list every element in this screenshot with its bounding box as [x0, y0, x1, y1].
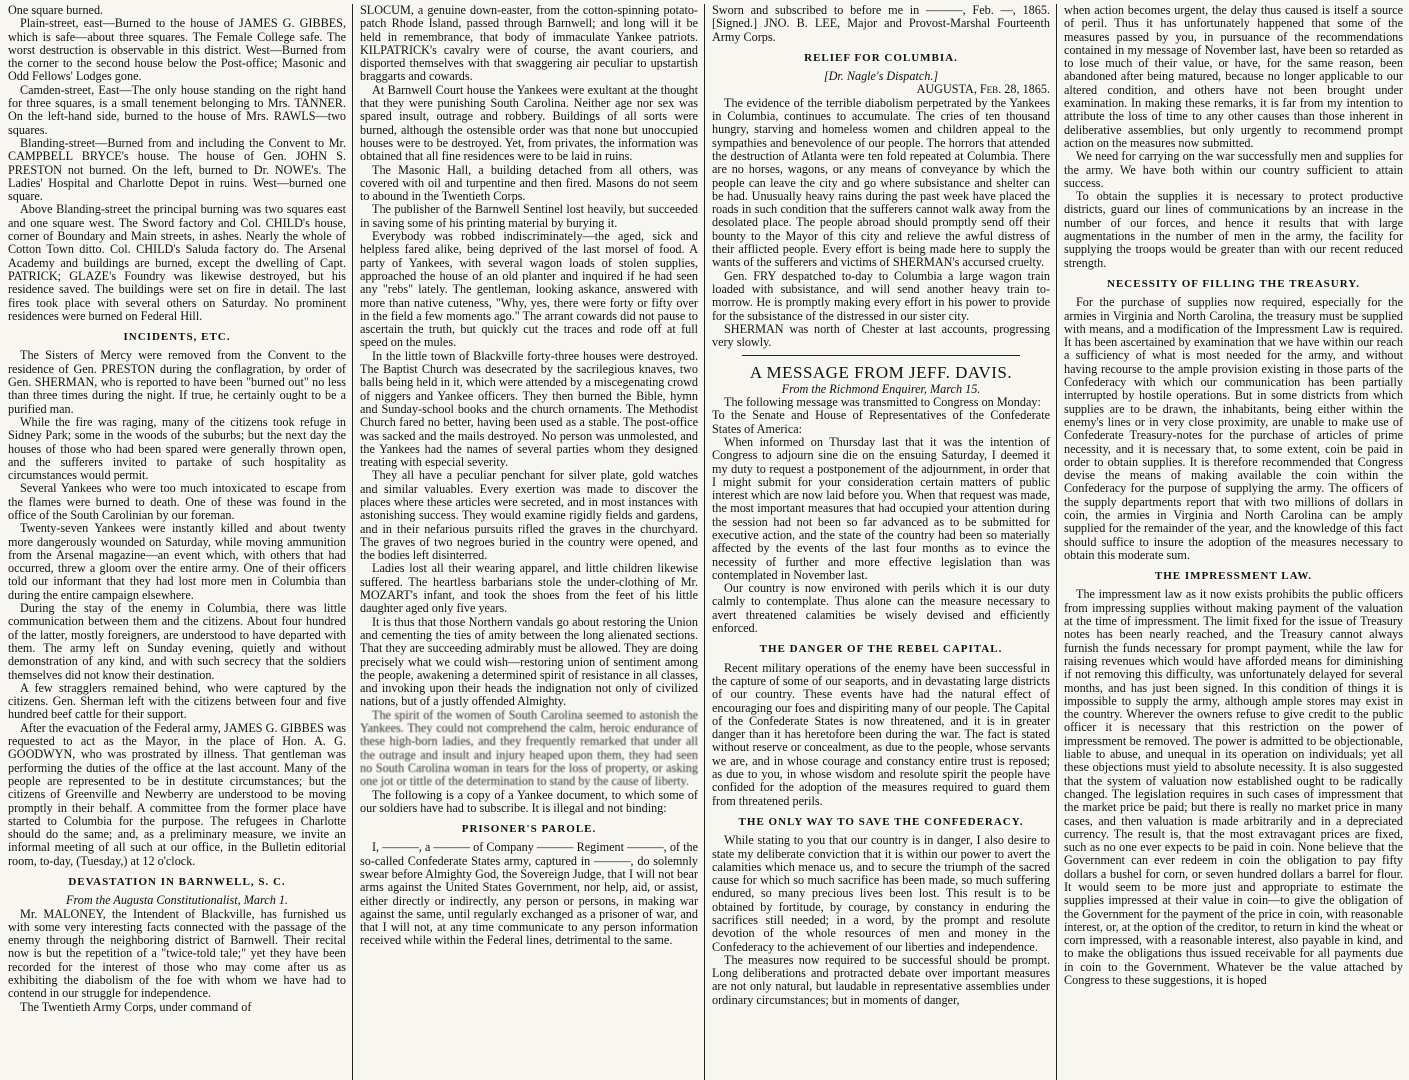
paragraph: when action becomes urgent, the delay thus caused is itself a source of peril. Thus it has unfortunately happened that some of the measures passed by you, in pursuance of the recommendations contained in my message of November last, have been so retarded as to lose much of their value, or have, for the same reason, been abandoned after being matured, because no longer applicable to our altered condition, and others have not been brought under examination. In making these remarks, it is far from my intention to attribute the loss of time to any other causes than those inherent in deliberative assemblies, but only urgently to recommend prompt action on the measures now submitted. — [1064, 4, 1403, 150]
section-heading: PRISONER'S PAROLE. — [461, 823, 597, 836]
paragraph: Camden-street, East—The only house standing on the right hand for three squares, is a small tenement belonging to Mrs. TANNER. On the left-hand side, burned to the house of Mrs. RAWLS—two squares. — [8, 82, 346, 137]
column-2 — [354, 4, 705, 1080]
article-headline: A MESSAGE FROM JEFF. DAVIS. — [749, 363, 1013, 383]
paragraph: Twenty-seven Yankees were instantly killed and about twenty more dangerously wounded on Saturday, while moving ammunition from the Arsenal magazine—an event which, with others that had occurred, threw a gloom over the entire army. One of their officers told our informant that they had lost more men in Columbia than during the entire campaign elsewhere. — [8, 521, 346, 602]
paragraph: During the stay of the enemy in Columbia, there was little communication between them and the citizens. About four hundred of the latter, mostly foreigners, are understood to have departed with them. The army left on Sunday evening, quietly and without demonstration of any kind, and with such secrecy that the soldiers themselves did not know their destination. — [8, 601, 346, 682]
section-heading: THE IMPRESSMENT LAW. — [1154, 570, 1313, 583]
paragraph: After the evacuation of the Federal army, JAMES G. GIBBES was requested to act as the Mayor, in the place of Hon. A. G. GOODWYN, who was prostrated by illness. That gentleman was performing the duties of the office at the last account. Many of the people are represented to be in destitute circumstances; but the citizens of Greenville and Newberry are understood to be moving promptly in their behalf. A committee from the former place have started to Columbia for the purpose. The refugees in Charlotte should do the same; and, as a preliminary measure, we invite an informal meeting of all such at our office, in the Bulletin editorial room, to-day, (Tuesday,) at 12 o'clock. — [8, 720, 346, 868]
paragraph: Plain-street, east—Burned to the house of JAMES G. GIBBES, which is safe—about three squares. The Female College safe. The worst destruction is observable in this district. West—Burned from the corner to the second house below the Post-office; Masonic and Odd Fellows' Lodges gone. — [8, 16, 346, 84]
section-heading: RELIEF FOR COLUMBIA. — [804, 51, 958, 64]
dateline: From the Augusta Constitutionalist, March 1. — [66, 893, 288, 908]
paragraph: Recent military operations of the enemy have been successful in the capture of some of our seaports, and in devastating large districts of our country. These events have had the natural effect of encouraging our foes and dispiriting many of our people. The Capital of the Confederate States is now threatened, and it is in greater danger than it has heretofore been during the war. The fact is stated without reserve or concealment, as due to the people, whose servants we are, and in whose courage and constancy entire trust is reposed; as due to you, in whose wisdom and resolute spirit the people have confided for the adoption of the measures required to guard them from threatened perils. — [712, 660, 1050, 808]
section-heading: INCIDENTS, ETC. — [123, 331, 231, 344]
paragraph: Sworn and subscribed to before me in ———, Feb. —, 1865. [Signed.] JNO. B. LEE, Major and Provost-Marshal Fourteenth Army Corps. — [712, 4, 1050, 44]
divider — [742, 355, 1020, 356]
paragraph: To obtain the supplies it is necessary to protect productive districts, guard our lines of communications by an increase in the number of our forces, and hence it results that with large augmentations in the number of men in the army, the facility for supplying the troops would be greater than with our recent reduced strength. — [1064, 189, 1403, 270]
paragraph: SLOCUM, a genuine down-easter, from the cotton-spinning potato-patch Rhode Island, passed through Barnwell; and long will it be held in remembrance, that body of immaculate Yankee patriots. KILPATRICK's cavalry were of course, the avant couriers, and disported themselves with that swaggering air peculiar to upstartish braggarts and cowards. — [360, 4, 698, 84]
section-heading: THE DANGER OF THE REBEL CAPITAL. — [759, 643, 1003, 656]
section-heading: THE ONLY WAY TO SAVE THE CONFEDERACY. — [738, 815, 1024, 828]
column-1 — [2, 4, 353, 1080]
paragraph: The publisher of the Barnwell Sentinel lost heavily, but succeeded in saving some of his printing material by burying it. — [360, 202, 698, 230]
column-3 — [706, 4, 1057, 1080]
paragraph: At Barnwell Court house the Yankees were exultant at the thought that they were punishing South Carolina. Neither age nor sex was spared insult, outrage and robbery. Buildings of all sorts were burned, although the ostensible order was that none but unoccupied houses were to be destroyed. Yet, from privates, the information was obtained that all fine residences were to be laid in ruins. — [360, 82, 698, 164]
paragraph: In the little town of Blackville forty-three houses were destroyed. The Baptist Church was desecrated by the sacrilegious knaves, two balls being held in it, which were attended by a miscegenating crowd of niggers and Yankee officers. They then burned the Bible, hymn and Sunday-school books and the church ornaments. The Methodist Church fared no better, having been used as a stable. The post-office was sacked and the mails destroyed. No person was unmolested, and the Yankees had the names of several parties whom they designed treating with especial severity. — [360, 348, 698, 470]
paragraph: Everybody was robbed indiscriminately—the aged, sick and helpless fared alike, being deprived of the last morsel of food. A party of Yankees, with several wagon loads of stolen supplies, approached the house of an old planter and inquired if he had seen any "rebs" lately. The gentleman, looking askance, answered with more than native cuteness, "Why, yes, there were forty or fifty over in the field a few moments ago." The arrant cowards did not pause to ascertain the truth, but quickly cut the traces and rode off at full speed on the mules. — [360, 229, 698, 350]
paragraph: The spirit of the women of South Carolina seemed to astonish the Yankees. They could not comprehend the calm, heroic endurance of these high-born ladies, and they frequently remarked that under all the outrage and insult and injury heaped upon them, they had seen no South Carolina woman in tears for the loss of property, or asking one jot or tittle of the determination to stand by the cause of liberty. — [360, 707, 698, 789]
paragraph: For the purchase of supplies now required, especially for the armies in Virginia and North Carolina, the treasury must be supplied with means, and a modification of the Impressment Law is required. It has been ascertained by examination that we have within our reach a sufficiency of what is most needed for the army, and without having recourse to the ample provision existing in those parts of the Confederacy with which our communication has been partially interrupted by hostile operations. But in some districts from which supplies are to be drawn, the inhabitants, being either within the enemy's lines or in very close proximity, are unable to make use of Confederate Treasury-notes for the purchase of articles of prime necessity, and it is necessary that, to some extent, coin be paid in order to obtain supplies. It is therefore recommended that Congress devise the means of making available the coin within the Confederacy for the purpose of supplying the army. The officers of the supply departments report that with two millions of dollars in coin, the armies in Virginia and North Carolina can be amply supplied for the remainder of the year, and the knowledge of this fact should suffice to insure the adoption of the measures necessary to obtain this moderate sum. — [1064, 295, 1403, 562]
paragraph: They all have a peculiar penchant for silver plate, gold watches and similar valuables. Every exertion was made to discover the places where these articles were secreted, and in most instances with astonishing success. They would examine rigidly fields and gardens, and in their nefarious pursuits rifled the graves in the churchyard. The graves of two negroes buried in the country were opened, and the bodies left disinterred. — [360, 468, 698, 563]
paragraph: The Masonic Hall, a building detached from all others, was covered with oil and turpentine and then fired. Masons do not seem to abound in the Twentieth Corps. — [360, 162, 698, 204]
paragraph: Blanding-street—Burned from and including the Convent to Mr. CAMPBELL BRYCE's house. The house of Gen. JOHN S. PRESTON not burned. On the left, burned to Dr. NOWE's. The Ladies' Hospital and Charlotte Depot in ruins. West—burned one square. — [8, 135, 346, 204]
paragraph: Our country is now environed with perils which it is our duty calmly to contemplate. Thus alone can the measure necessary to avert threatened calamities be wisely devised and efficiently enforced. — [712, 581, 1050, 636]
paragraph: We need for carrying on the war successfully men and supplies for the army. We have both within our country sufficient to attain success. — [1064, 149, 1403, 190]
section-heading: DEVASTATION IN BARNWELL, S. C. — [68, 876, 286, 888]
dateline: From the Richmond Enquirer, March 15. — [781, 381, 981, 396]
paragraph: A few stragglers remained behind, who were captured by the citizens. Gen. Sherman left with the citizens between four and five hundred beef cattle for their support. — [8, 680, 346, 722]
dateline: [Dr. Nagle's Dispatch.] — [823, 69, 939, 84]
paragraph: It is thus that those Northern vandals go about restoring the Union and cementing the ties of amity between the long alienated sections. That they are succeeding admirably must be allowed. They are doing precisely what we could wish—restoring union of sentiment among the people, awakening a determined spirit of resistance in all classes, and invoking upon their heads the indignation not only of civilized nations, but of a justly offended Almighty. — [360, 614, 698, 709]
paragraph: When informed on Thursday last that it was the intention of Congress to adjourn sine die on the ensuing Saturday, I deemed it my duty to request a postponement of the adjournment, in order that I might submit for your consideration certain matters of public interest which are now laid before you. When that request was made, the most important measures that had occupied your attention during the session had not been so far advanced as to be submitted for executive action, and the state of the country had been so materially affected by the events of the last four months as to evince the necessity of further and more effective legislation than was contemplated in November last. — [712, 434, 1050, 582]
paragraph: The Sisters of Mercy were removed from the Convent to the residence of Gen. PRESTON during the conflagration, by order of Gen. SHERMAN, who is reported to have been "burned out" no less than three times during the night. If true, he certainly ought to be a purified man. — [8, 348, 346, 416]
column-4 — [1058, 4, 1409, 1080]
paragraph: While the fire was raging, many of the citizens took refuge in Sidney Park; some in the woods of the suburbs; but the next day the houses of those who had been spared were generally thrown open, and the sufferers invited to partake of such hospitality as circumstances would permit. — [8, 414, 346, 483]
paragraph: SHERMAN was north of Chester at last accounts, progressing very slowly. — [712, 321, 1050, 350]
paragraph: Several Yankees who were too much intoxicated to escape from the flames were burned to death. One of these was found in the office of the South Carolinian by our foreman. — [8, 481, 346, 522]
paragraph: While stating to you that our country is in danger, I also desire to state my deliberate conviction that it is within our power to avert the calamities which menace us, and to secure the triumph of the sacred cause for which so much sacrifice has been made, so much suffering endured, so many precious lives been lost. This result is to be obtained by fortitude, by courage, by constancy in enduring the sacrifices still needed; in a word, by the prompt and resolute devotion of the whole resources of men and money in the Confederacy to the achievement of our liberties and independence. — [712, 833, 1050, 954]
dateline: AUGUSTA, Feb. 28, 1865. — [916, 82, 1050, 97]
paragraph: I, ———, a ——— of Company ——— Regiment ———, of the so-called Confederate States army, captured in ———, do solemnly swear before Almighty God, the Sovereign Judge, that I will not bear arms against the United States Government, nor help, aid, or assist, either directly or indirectly, any person or persons, in making war against the same, until regularly exchanged as a prisoner of war, and that I will not, at any time communicate to any person information received while within the Federal lines, detrimental to the same. — [360, 840, 698, 948]
paragraph: One square burned. — [8, 4, 104, 17]
paragraph: Mr. MALONEY, the Intendent of Blackville, has furnished us with some very interesting facts connected with the passage of the enemy through the neighboring district of Barnwell. Their recital now is but the repetition of a "twice-told tale;" yet they have been recorded for the interest of those who may come after us as exhibiting the diabolism of the foe with whom we have had to contend in our struggle for independence. — [8, 906, 346, 1001]
paragraph: The impressment law as it now exists prohibits the public officers from impressing supplies without making payment of the valuation at the time of impressment. The limit fixed for the issue of Treasury notes has been nearly reached, and the Treasury cannot always furnish the funds necessary for prompt payment, while the law for raising revenues which would have afforded means for diminishing if not removing this difficulty, was unfortunately delayed for several months, and has just been signed. In this condition of things it is impossible to supply the army, although ample stores may exist in the country. Wherever the owners refuse to give credit to the public officer it is necessary that this restriction on the power of impressment be removed. The power is admitted to be objectionable, liable to abuse, and unequal in its operation on individuals; yet all these objections must yield to absolute necessity. It is also suggested that the system of valuation now established ought to be radically changed. The legislation requires in such cases of impressment that the market price be paid; but there is really no market price in many cases, and then valuation is made arbitrarily and in a depreciated currency. The result is, that the most extravagant prices are fixed, such as no one ever expects to be paid in coin. None believe that the Government can ever redeem in coin the obligation to pay fifty dollars a bushel for corn, or seven hundred dollars a barrel for flour. It would seem to be more just and appropriate to estimate the supplies impressed at their value in coin—to give the obligation of the Government for the payment of the price in coin, with reasonable interest, or, at the option of the creditor, to return in kind the wheat or corn impressed, with a reasonable interest, also payable in kind, and to make the obligations thus issued receivable for all payments due in coin to the Government. Whatever be the value attached by Congress to these suggestions, it is hoped — [1064, 587, 1403, 988]
paragraph: The evidence of the terrible diabolism perpetrated by the Yankees in Columbia, continues to accumulate. The cries of ten thousand hungry, starving and homeless women and children appeal to the sympathies and benevolence of our people. The horrors that attended the destruction of Atlanta were ten fold repeated at Columbia. There are no horses, wagons, or any means of conveyance by which the people can leave the city and go where subsistance and shelter can be had. Unusually heavy rains during the past week have placed the roads in such condition that the sufferers cannot walk away from the desolated place. The people abroad should promptly send off their bounty to the Mayor of this city and relieve the awful distress of their afflicted people. Every effort is being made here to supply the wants of the sufferers and victims of SHERMAN's accursed cruelty. — [712, 95, 1050, 270]
paragraph: Above Blanding-street the principal burning was two squares east and one square west. The Sword factory and Col. CHILD's house, corner of Boundary and Main streets, in ashes. Nearly the whole of Cotton Town ditto. Col. CHILD's Saluda factory do. The Arsenal Academy and buildings are burned, except the dwelling of Capt. PATRICK; GLAZE's Foundry was likewise destroyed, but his residence saved. The buildings were set on fire in detail. The last fires took place with several others on Saturday. No prominent residences were burned on Federal Hill. — [8, 202, 346, 323]
paragraph: The following is a copy of a Yankee document, to which some of our soldiers have had to subscribe. It is illegal and not binding: — [360, 787, 698, 815]
paragraph: To the Senate and House of Representatives of the Confederate States of America: — [712, 408, 1050, 436]
paragraph: Gen. FRY despatched to-day to Columbia a large wagon train loaded with subsistance, and will send another heavy train to-morrow. He is promptly making every effort in his power to provide for the subsistance of the distressed in our sister city. — [712, 268, 1050, 323]
paragraph: Ladies lost all their wearing apparel, and little children likewise suffered. The heartless barbarians stole the under-clothing of Mr. MOZART's infant, and took the shoes from the feet of his little daughter aged only five years. — [360, 561, 698, 616]
paragraph: The measures now required to be successful should be prompt. Long deliberations and protracted debate over important measures are not only natural, but laudable in representative assemblies under ordinary circumstances; but in moments of danger, — [712, 952, 1050, 1007]
section-heading: NECESSITY OF FILLING THE TREASURY. — [1107, 277, 1360, 290]
paragraph: The following message was transmitted to Congress on Monday: — [724, 395, 1041, 410]
paragraph: The Twentieth Army Corps, under command of — [20, 999, 252, 1014]
